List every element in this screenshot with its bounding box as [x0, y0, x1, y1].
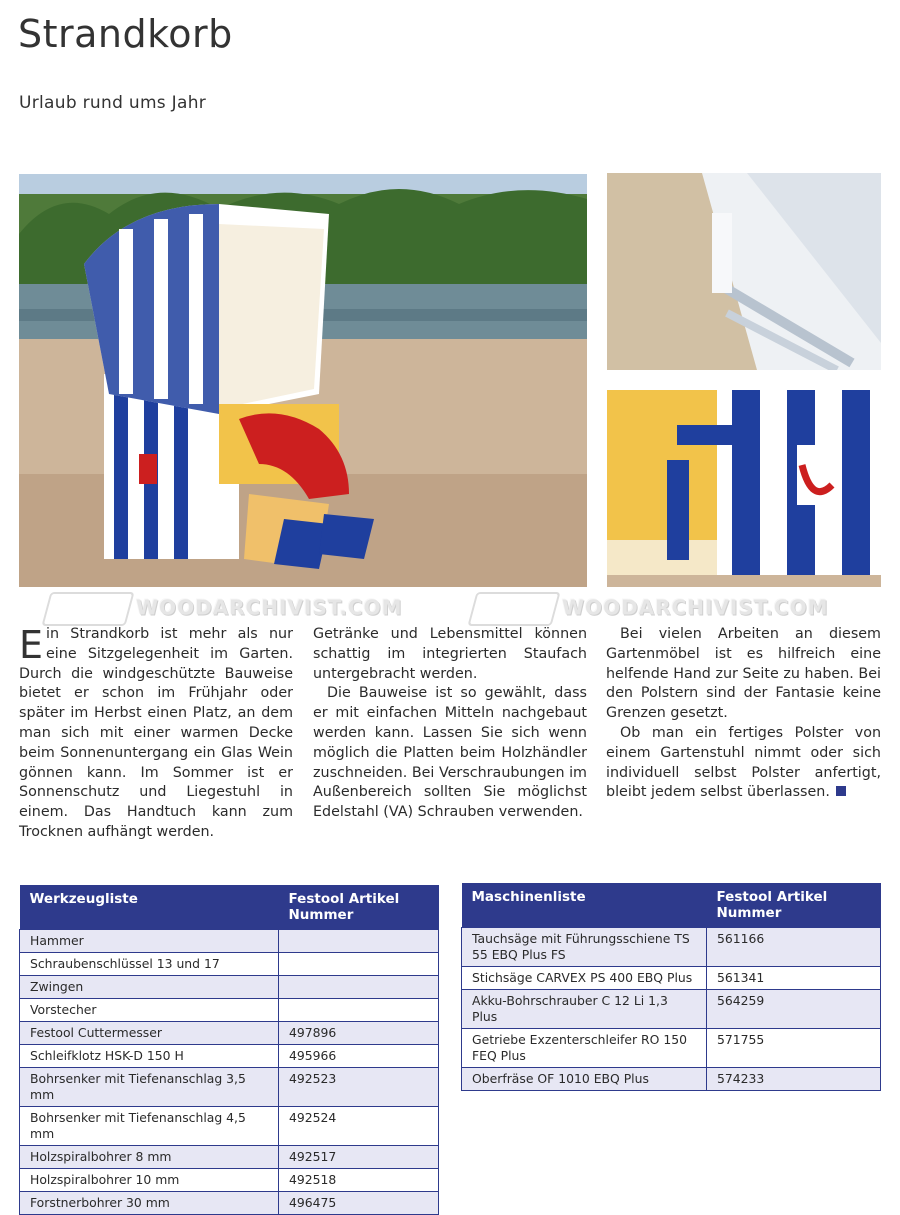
machine-number: 571755: [707, 1029, 881, 1068]
article-paragraph: Getränke und Lebensmittel können schattig im integrierten Staufach untergebracht werden.: [313, 626, 587, 682]
article-paragraph: [606, 724, 881, 803]
table-header-name: Maschinenliste: [462, 883, 707, 928]
table-row: [20, 999, 439, 1022]
machine-number: 564259: [707, 990, 881, 1029]
tool-number: [279, 976, 439, 999]
tool-name: Festool Cuttermesser: [20, 1022, 279, 1045]
machine-name: Getriebe Exzenterschleifer RO 150 FEQ Plus: [462, 1029, 707, 1068]
machine-name: Oberfräse OF 1010 EBQ Plus: [462, 1068, 707, 1091]
article-column-2: [313, 625, 587, 823]
tool-number: [279, 999, 439, 1022]
table-header-row: [20, 885, 439, 930]
tool-number: [279, 953, 439, 976]
article-paragraph-text: Ob man ein fertiges Polster von einem Gartenstuhl nimmt oder sich individuell selbst Polster anfertigt, bleibt jedem selbst überlassen.: [606, 724, 881, 801]
table-row: [20, 1045, 439, 1068]
table-header-row: [462, 883, 881, 928]
hood-mechanism-photo: [607, 173, 881, 370]
tool-number: 495966: [279, 1045, 439, 1068]
machine-name: Akku-Bohrschrauber C 12 Li 1,3 Plus: [462, 990, 707, 1029]
article-paragraph: Bei vielen Arbeiten an diesem Gartenmöbel ist es hilfreich eine helfende Hand zur Seite zu haben. Bei den Polstern sind der Fantasie keine Grenzen gesetzt.: [606, 626, 881, 722]
table-header-name: Werkzeugliste: [20, 885, 279, 930]
tool-number: 492518: [279, 1169, 439, 1192]
table-row: [20, 1022, 439, 1045]
tool-name: Forstnerbohrer 30 mm: [20, 1192, 279, 1215]
end-mark-icon: [836, 786, 846, 796]
page-title: Strandkorb: [18, 12, 233, 56]
beach-chair-photo: [19, 174, 587, 587]
table-row: [20, 1107, 439, 1146]
tool-name: Hammer: [20, 930, 279, 953]
tool-name: Bohrsenker mit Tiefenanschlag 4,5 mm: [20, 1107, 279, 1146]
tool-name: Vorstecher: [20, 999, 279, 1022]
watermark-logo-icon: [41, 592, 134, 626]
tool-name: Bohrsenker mit Tiefenanschlag 3,5 mm: [20, 1068, 279, 1107]
watermark: [472, 592, 829, 626]
tool-number: 492524: [279, 1107, 439, 1146]
tool-name: Holzspiralbohrer 8 mm: [20, 1146, 279, 1169]
article-column-1: [19, 625, 293, 843]
table-row: [462, 928, 881, 967]
table-row: [462, 967, 881, 990]
watermark-logo-icon: [467, 592, 560, 626]
machines-table: [461, 883, 881, 1091]
machine-name: Tauchsäge mit Führungsschiene TS 55 EBQ Plus FS: [462, 928, 707, 967]
table-row: [20, 1146, 439, 1169]
machine-number: 561166: [707, 928, 881, 967]
tools-table: [19, 885, 439, 1215]
side-handle-photo: [607, 390, 881, 587]
table-header-number: Festool Artikel Nummer: [279, 885, 439, 930]
table-row: [20, 976, 439, 999]
article-column-3: [606, 625, 881, 803]
table-row: [20, 930, 439, 953]
table-header-number: Festool Artikel Nummer: [707, 883, 881, 928]
tool-number: 496475: [279, 1192, 439, 1215]
table-row: [20, 1169, 439, 1192]
tool-name: Schraubenschlüssel 13 und 17: [20, 953, 279, 976]
table-row: [20, 953, 439, 976]
page-subtitle: Urlaub rund ums Jahr: [19, 93, 207, 113]
article-paragraph: Die Bauweise ist so gewählt, dass er mit einfachen Mitteln nachgebaut werden kann. Lassen Sie sich wenn möglich die Platten beim Holzhändler zuschneiden. Bei Verschraubungen im Außenbereich sollten Sie möglichst Edelstahl (VA) Schrauben verwenden.: [313, 685, 587, 821]
article-paragraph: in Strandkorb ist mehr als nur eine Sitzgelegenheit im Garten. Durch die windgeschützte Bauweise bietet er schon im Frühjahr oder später im Herbst einen Platz, an dem man sich mit einer warmen Decke beim Sonnenuntergang ein Glas Wein gönnen kann. Im Sommer ist er Sonnenschutz und Liegestuhl in einem. Das Handtuch kann zum Trocknen aufhängt werden.: [19, 626, 293, 840]
tool-name: Schleifklotz HSK-D 150 H: [20, 1045, 279, 1068]
table-row: [20, 1068, 439, 1107]
machine-number: 561341: [707, 967, 881, 990]
tool-number: 492523: [279, 1068, 439, 1107]
watermark-text: WOODARCHIVIST.COM: [562, 595, 829, 620]
tool-number: 492517: [279, 1146, 439, 1169]
tool-name: Zwingen: [20, 976, 279, 999]
machine-number: 574233: [707, 1068, 881, 1091]
watermark-text: WOODARCHIVIST.COM: [136, 595, 403, 620]
tool-number: [279, 930, 439, 953]
machine-name: Stichsäge CARVEX PS 400 EBQ Plus: [462, 967, 707, 990]
tool-name: Holzspiralbohrer 10 mm: [20, 1169, 279, 1192]
table-row: [462, 990, 881, 1029]
tool-number: 497896: [279, 1022, 439, 1045]
watermark: [46, 592, 403, 626]
table-row: [20, 1192, 439, 1215]
drop-cap: E: [19, 623, 44, 667]
table-row: [462, 1068, 881, 1091]
table-row: [462, 1029, 881, 1068]
